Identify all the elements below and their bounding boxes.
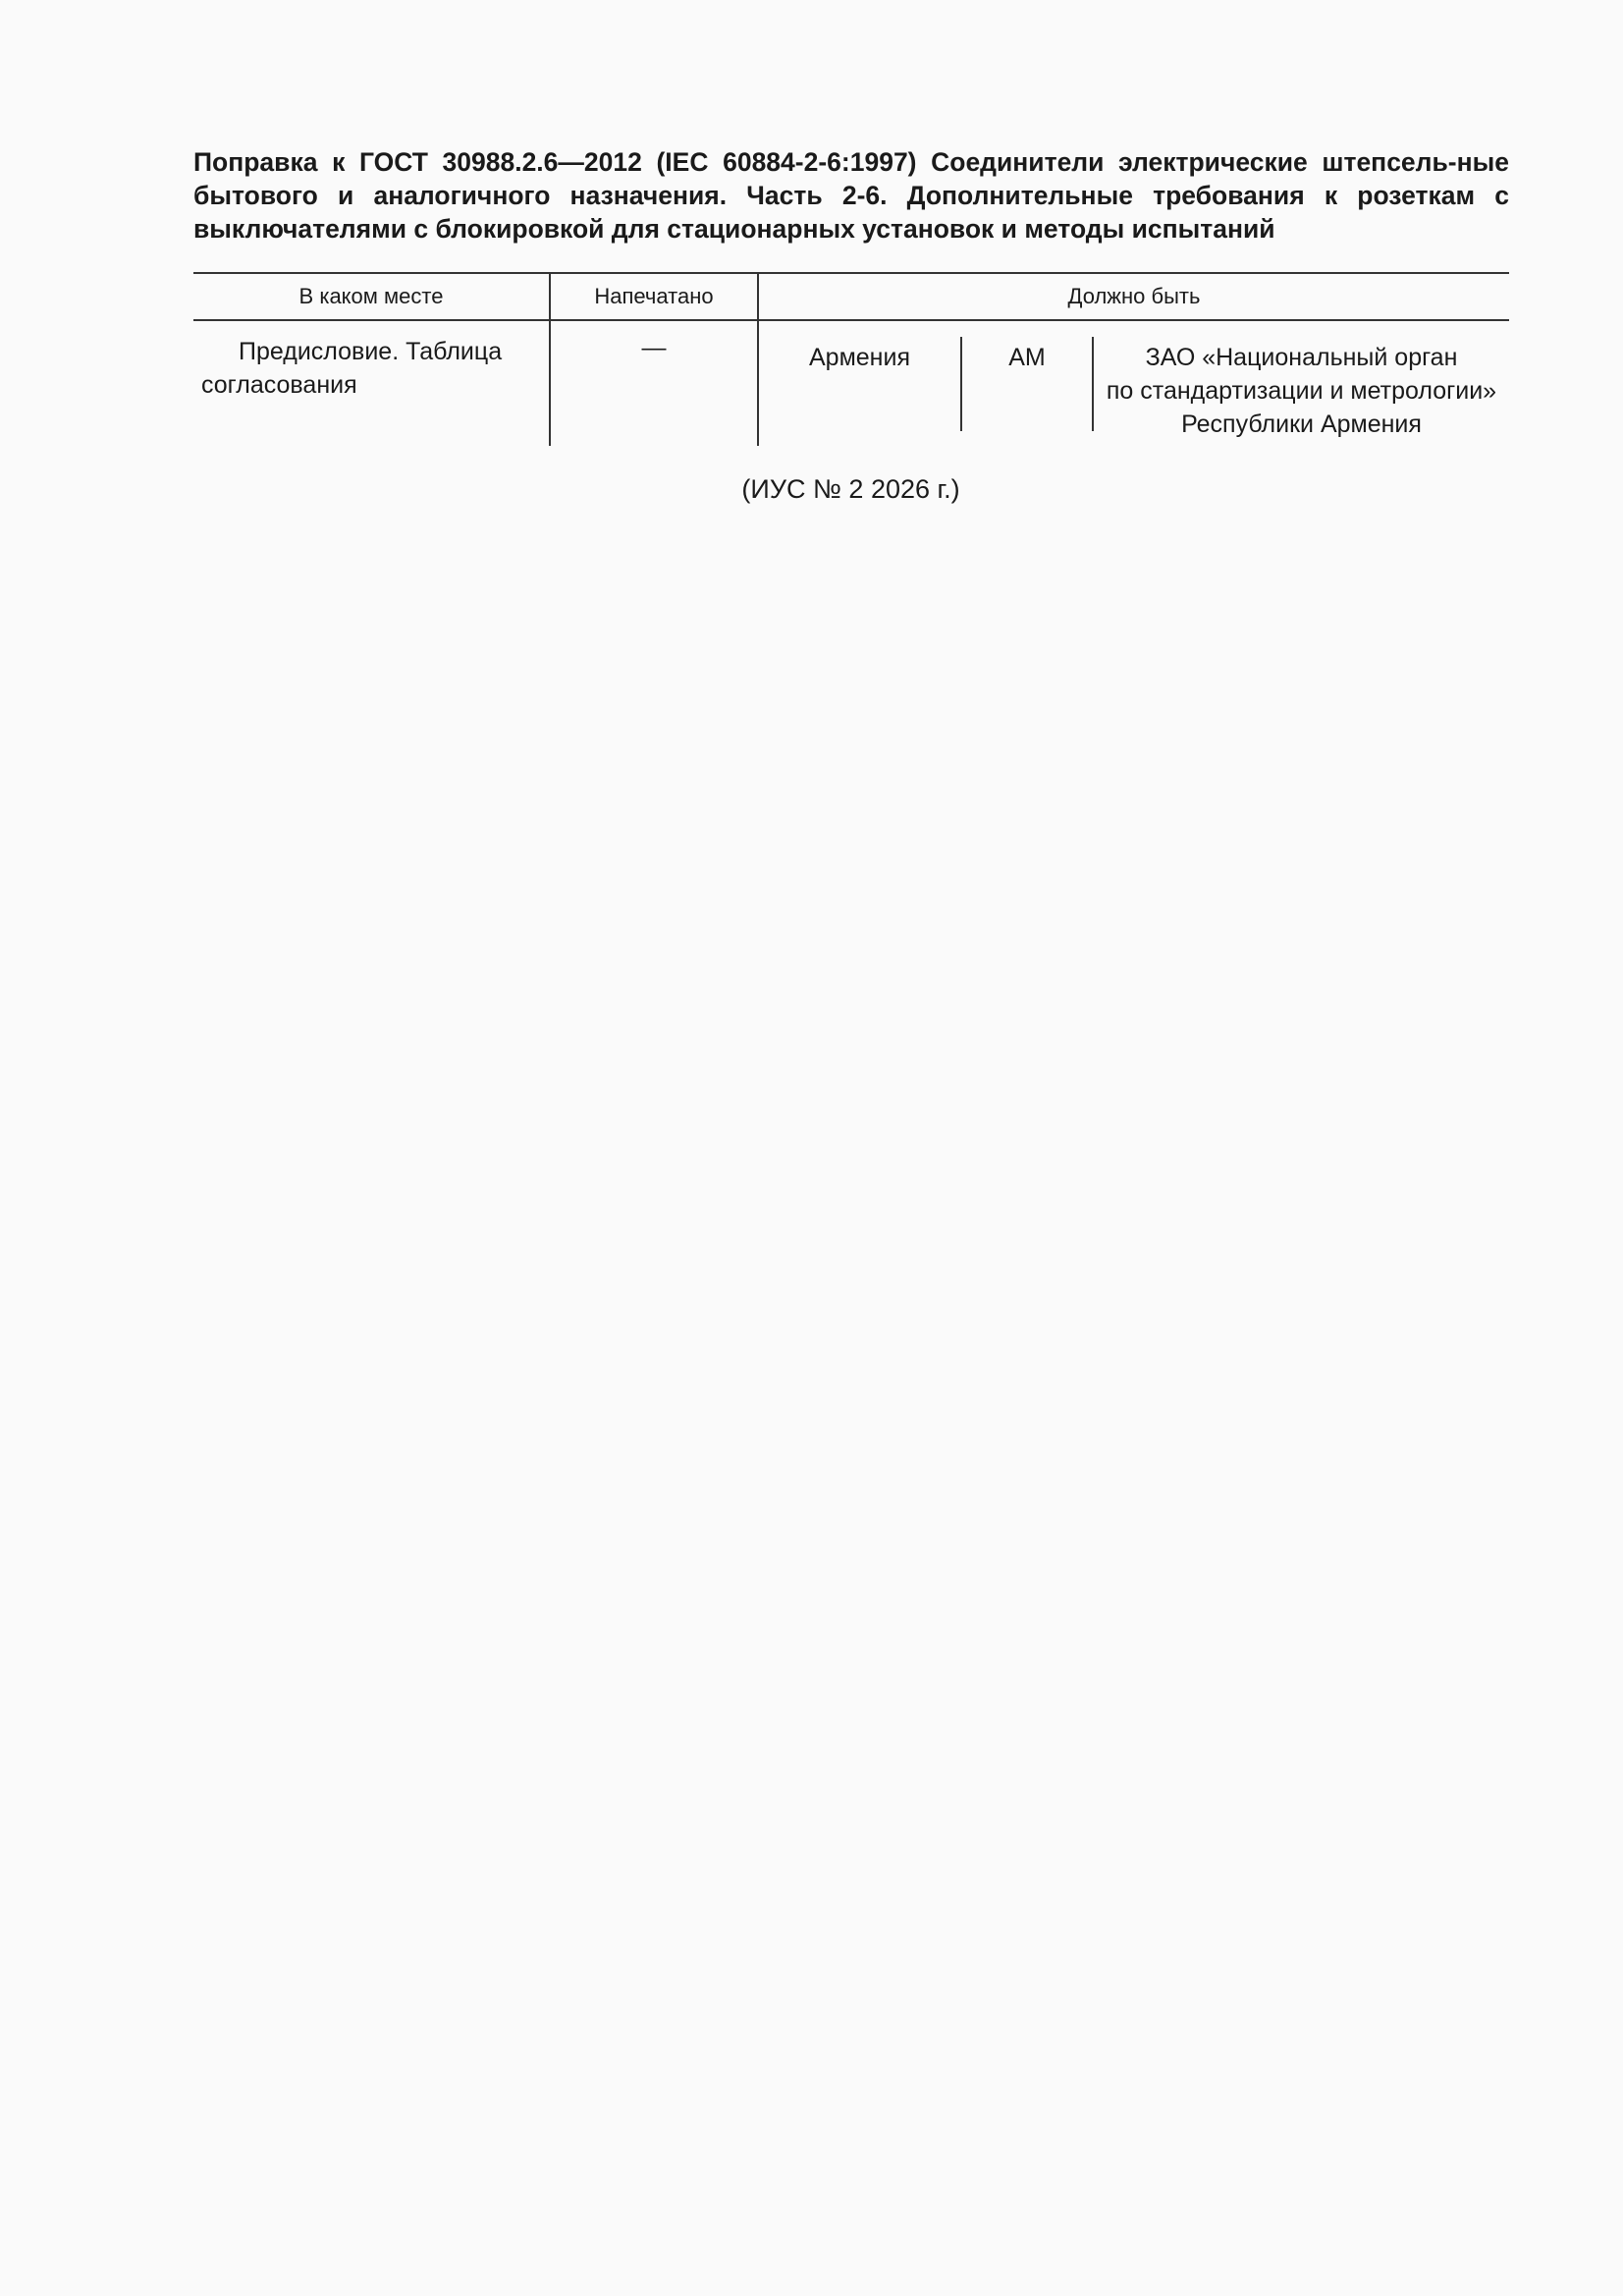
cell-place [193, 320, 550, 446]
table-row [193, 320, 1509, 446]
place-line-1: Предисловие. Таблица [239, 338, 503, 365]
header-should-be: Должно быть [758, 273, 1509, 320]
cell-should-be [758, 320, 1509, 446]
document-title: Поправка к ГОСТ 30988.2.6—2012 (IEC 60884-2-6:1997) Соединители электрические штепсель-ные бытового и аналогичного назначения. Часть 2-6. Дополнительные требования к розеткам с выключателями с блокировкой для стационарных установок и методы испытаний [193, 147, 1509, 244]
cell-printed [550, 320, 758, 446]
country-name: Армения [759, 337, 962, 431]
header-place: В каком месте [193, 273, 550, 320]
header-printed: Напечатано [550, 273, 758, 320]
org-line-3: Республики Армения [1181, 410, 1422, 438]
org-line-1: ЗАО «Национальный орган [1145, 344, 1458, 371]
place-line-2: согласования [201, 371, 357, 399]
country-code: AM [962, 337, 1094, 431]
organization-name [1094, 337, 1509, 438]
org-line-2: по стандартизации и метрологии» [1106, 377, 1497, 405]
amendment-table [193, 272, 1509, 446]
printed-value: — [641, 334, 667, 361]
table-header-row [193, 273, 1509, 320]
ius-reference: (ИУС № 2 2026 г.) [741, 474, 960, 504]
